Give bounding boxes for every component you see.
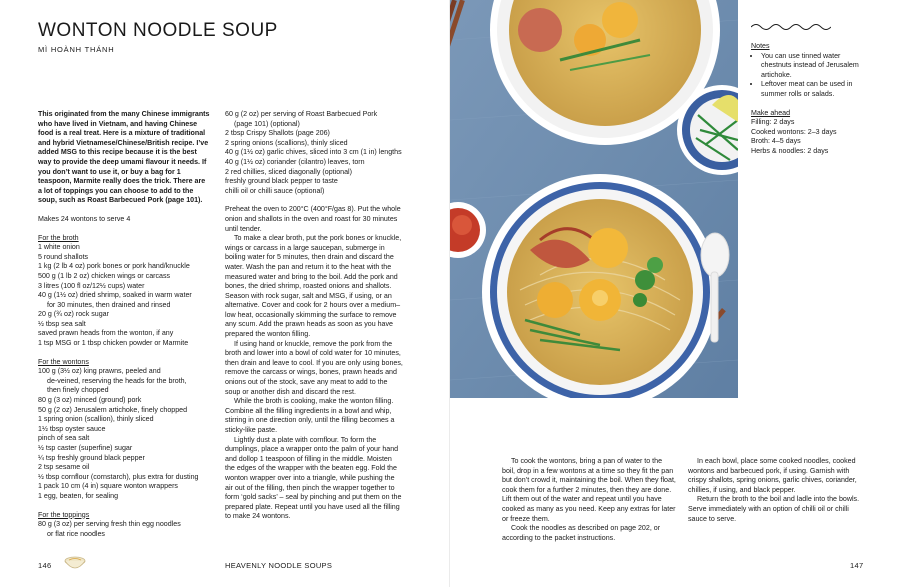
ingredient-line: 5 round shallots	[38, 252, 89, 261]
bowl-icon	[64, 553, 86, 573]
method-column	[225, 110, 403, 522]
ingredient-line: 40 g (1½ oz) garlic chives, sliced into 3 cm (1 in) lengths	[225, 148, 402, 157]
ingredient-line: 50 g (2 oz) Jerusalem artichoke, finely chopped	[38, 405, 188, 414]
notes-list	[751, 52, 869, 100]
notes-column	[751, 22, 869, 157]
make-ahead-line: Cooked wontons: 2–3 days	[751, 127, 837, 136]
ingredient-line: 1½ tbsp oyster sauce	[38, 424, 106, 433]
ingredient-line: 40 g (1½ oz) coriander (cilantro) leaves, torn	[225, 157, 365, 166]
make-ahead-line: Broth: 4–5 days	[751, 137, 801, 146]
method-paragraph: In each bowl, place some cooked noodles, cooked wontons and barbecued pork, if using. Garnish with crispy shallots, spring onions, garlic chives, coriander, chillies, if using, and black pepper.	[688, 457, 857, 494]
right-page	[450, 0, 900, 587]
wontons-heading: For the wontons	[38, 357, 89, 366]
ingredient-line: 20 g (¾ oz) rock sugar	[38, 310, 109, 319]
method-paragraph: To make a clear broth, put the pork bones or knuckle, wings or carcass in a large saucepan, submerge in boiling water for 5 minutes, then drain and discard the water. Wash the pan and return it to the heat with the measured water and bring to the boil. Add the pork and bones, the dried shrimp, roasted onions and shallots. Season with rock sugar, salt and MSG, if using, or an alternative. Cover and cook for 2 hours over a medium–low heat, occasionally skimming the surface to remove any scum. Add the prawn heads as soon as you have prepared the wonton filling.	[225, 234, 402, 339]
page-number-right: 147	[850, 561, 864, 570]
ingredient-line: 40 g (1½ oz) dried shrimp, soaked in warm water	[38, 291, 192, 300]
ingredient-line: ½ tbsp sea salt	[38, 319, 86, 328]
method-paragraph: Preheat the oven to 200°C (400°F/gas 8). Put the whole onion and shallots in the oven and roast for 30 minutes until tender.	[225, 205, 401, 233]
ingredient-line: 1 white onion	[38, 243, 80, 252]
ingredient-line: 3 litres (100 fl oz/12½ cups) water	[38, 281, 145, 290]
ingredient-line: 500 g (1 lb 2 oz) chicken wings or carcass	[38, 271, 171, 280]
make-ahead-heading: Make ahead	[751, 108, 791, 117]
ingredient-line: 1 spring onion (scallion), thinly sliced	[38, 415, 154, 424]
ingredient-line: 1 kg (2 lb 4 oz) pork bones or pork hand/knuckle	[38, 262, 190, 271]
recipe-subtitle: MÌ HOÀNH THÁNH	[38, 45, 115, 54]
ingredient-line: 2 tbsp Crispy Shallots (page 206)	[225, 129, 330, 138]
ingredient-line: 80 g (3 oz) per serving fresh thin egg noodles	[38, 520, 181, 529]
ingredient-line: de-veined, reserving the heads for the broth,	[47, 376, 187, 385]
recipe-title: WONTON NOODLE SOUP	[38, 20, 278, 41]
ingredient-line: ½ tsp caster (superfine) sugar	[38, 444, 133, 452]
method-paragraph: Return the broth to the boil and ladle into the bowls. Serve immediately with an option of chilli oil or chilli sauce to serve.	[688, 495, 860, 523]
ingredient-line: 60 g (2 oz) per serving of Roast Barbecued Pork	[225, 110, 378, 118]
intro-text: This originated from the many Chinese immigrants who have lived in Vietnam, and having Chinese food is a real treat. Here is a mixture of traditional and hybrid Vietnamese/Chinese/British recipe. I’ve added MSG to this recipe because it is the best way to provide the deep umami flavour it needs. If you don’t want to use it, or buy a bag for 1 teaspoon, Marmite really does the trick. There are a lot of toppings you can choose to add to the soup, such as Roast Barbecued Pork (page 101).	[38, 110, 210, 205]
ingredient-line: for 30 minutes, then drained and rinsed	[47, 300, 171, 309]
ingredient-line: pinch of sea salt	[38, 434, 90, 443]
ingredient-line: freshly ground black pepper to taste	[225, 177, 338, 186]
ingredient-line: 2 red chillies, sliced diagonally (optional)	[225, 167, 352, 176]
ingredient-line: 1 pack 10 cm (4 in) square wonton wrappers	[38, 482, 178, 491]
yield-text: Makes 24 wontons to serve 4	[38, 214, 131, 223]
broth-heading: For the broth	[38, 233, 79, 242]
ingredient-line: ¼ tsp freshly ground black pepper	[38, 453, 145, 462]
ingredient-line: 2 tsp sesame oil	[38, 463, 90, 472]
method-continued-column-2	[688, 457, 868, 524]
ingredients-column	[38, 110, 210, 539]
ingredient-line: then finely chopped	[47, 386, 109, 395]
ingredient-line: or flat rice noodles	[47, 529, 105, 538]
method-continued-column-1	[502, 457, 677, 543]
ingredient-line: 1 egg, beaten, for sealing	[38, 491, 119, 500]
make-ahead-line: Herbs & noodles: 2 days	[751, 146, 829, 155]
method-paragraph: To cook the wontons, bring a pan of water to the boil, drop in a few wontons at a time so they fit the pan but don’t crowd it, maintaining the boil. When they float, cook them for a further 2 minutes, then they are done. Lift them out of the water and repeat until you have cooked as many as you need. Keep any extras for later or freeze them.	[502, 457, 676, 523]
method-paragraph: Cook the noodles as described on page 202, or according to the packet instructions.	[502, 524, 661, 542]
method-paragraph: While the broth is cooking, make the wonton filling. Combine all the filling ingredients in a bowl and whip, stirring in one direction only, until the filling becomes a sticky-like paste.	[225, 397, 395, 434]
page-number-left: 146	[38, 561, 52, 570]
ingredient-line: chilli oil or chilli sauce (optional)	[225, 186, 325, 195]
ingredient-line: 2 spring onions (scallions), thinly sliced	[225, 138, 348, 147]
ingredient-line: saved prawn heads from the wonton, if any	[38, 329, 174, 338]
ingredient-line: ½ tbsp cornflour (cornstarch), plus extra for dusting	[38, 472, 199, 481]
running-footer: HEAVENLY NOODLE SOUPS	[225, 561, 333, 570]
recipe-photo	[450, 0, 738, 398]
toppings-heading: For the toppings	[38, 510, 90, 519]
method-paragraph: If using hand or knuckle, remove the pork from the broth and lower into a bowl of cold water for 10 minutes, then drain and leave to cool. If you are only using bones, remove the carcass or wings, bones, prawn heads and onions out of the stock, save any meat to add to the soup or another dish and discard the rest.	[225, 339, 403, 396]
soup-bowls-image	[450, 0, 738, 398]
note-item: • You can use tinned water chestnuts instead of Jerusalem artichoke.	[761, 52, 869, 81]
ingredient-line: 1 tsp MSG or 1 tbsp chicken powder or Marmite	[38, 339, 189, 348]
method-paragraph: Lightly dust a plate with cornflour. To form the dumplings, place a wrapper onto the palm of your hand and dollop 1 teaspoon of filling in the middle. Moisten the edges of the wrapper with the beaten egg. Fold the wonton wrapper over into a triangle, while pushing the air out of the filling, then pinch the wrapper together to form ‘gold sacks’ – seal by pinching and put them on the prepared plate. Repeat until you have used all the filling to make 24 wontons.	[225, 435, 402, 521]
ingredient-line: 80 g (3 oz) minced (ground) pork	[38, 396, 142, 405]
ingredient-line: (page 101) (optional)	[234, 119, 300, 128]
ingredient-line: 100 g (3½ oz) king prawns, peeled and	[38, 367, 161, 376]
note-item: • Leftover meat can be used in summer rolls or salads.	[761, 80, 869, 99]
notes-heading: Notes	[751, 42, 770, 50]
wave-ornament-icon	[751, 22, 831, 30]
make-ahead-line: Filling: 2 days	[751, 118, 795, 127]
